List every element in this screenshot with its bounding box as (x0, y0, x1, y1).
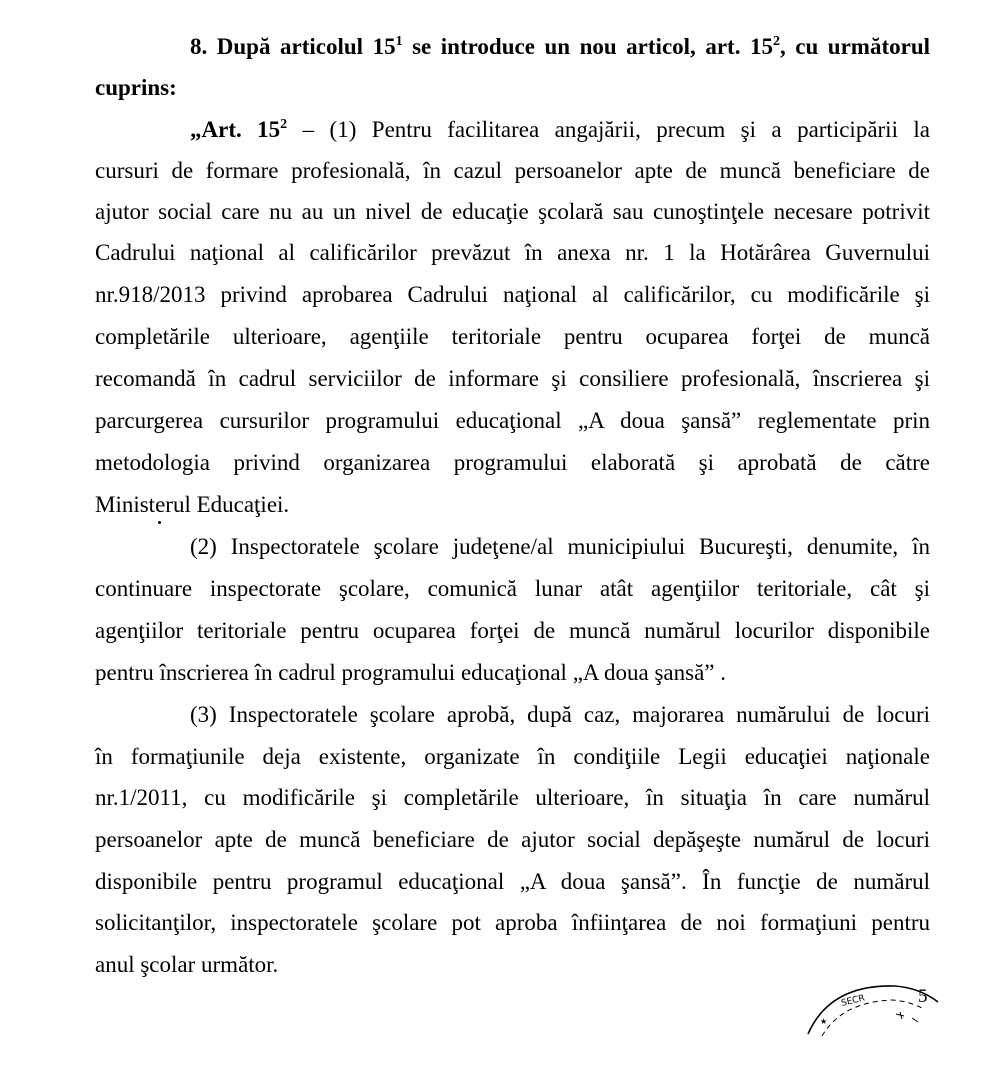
article-para1-line: recomandă în cadrul serviciilor de informare şi consiliere profesională, înscrierea şi (95, 366, 930, 391)
heading-superscript-2: 2 (772, 34, 780, 49)
article-para1-line: parcurgerea cursurilor programului educaţional „A doua şansă” reglementate prin (95, 408, 930, 433)
stamp-star-icon: ★ (820, 1017, 828, 1026)
article-para1-line: completările ulterioare, agenţiile teritoriale pentru ocuparea forţei de muncă (95, 324, 930, 349)
article-para1-line: Cadrului naţional al calificărilor prevăzut în anexa nr. 1 la Hotărârea Guvernului (95, 240, 930, 265)
article-para3-line: nr.1/2011, cu modificările şi completările ulterioare, în situaţia în care numărul (95, 785, 930, 810)
article-para2-line: (2) Inspectoratele şcolare judeţene/al municipiului Bucureşti, denumite, în (190, 534, 930, 559)
article-label-superscript: 2 (280, 117, 288, 132)
page-number: 5 (918, 986, 928, 1007)
article-para2-line: pentru înscrierea în cadrul programului educaţional „A doua şansă” . (95, 660, 726, 685)
article-para1-text: – (1) Pentru facilitarea angajării, precum şi a participării la (287, 117, 930, 142)
heading-part-1: 8. După articolul 15 (190, 34, 396, 59)
article-para3-line: persoanelor apte de muncă beneficiare de ajutor social depăşeşte numărul de locuri (95, 827, 930, 852)
article-para3-line: în formaţiunile deja existente, organizate în condiţiile Legii educaţiei naţionale (95, 744, 930, 769)
article-para1-line: nr.918/2013 privind aprobarea Cadrului naţional al calificărilor, cu modificările şi (95, 282, 930, 307)
article-para3-line: solicitanţilor, inspectoratele şcolare pot aproba înfiinţarea de noi formaţiuni pentru (95, 910, 930, 935)
article-para1-line: Ministerul Educaţiei. (95, 492, 290, 517)
article-para3-line: anul şcolar următor. (95, 952, 279, 977)
amendment-heading (190, 32, 930, 62)
amendment-heading-continuation: cuprins: (95, 75, 177, 100)
article-para1-line: metodologia privind organizarea programului elaborată şi aprobată de către (95, 450, 930, 475)
article-para1-line (190, 115, 930, 145)
official-stamp (800, 972, 950, 1072)
heading-part-2: se introduce un nou articol, art. 15 (402, 34, 773, 59)
stamp-text: SECR (840, 993, 866, 1009)
article-para3-line: disponibile pentru programul educaţional „A doua şansă”. În funcţie de numărul (95, 869, 930, 894)
scan-speck (158, 521, 161, 524)
article-para2-line: agenţiilor teritoriale pentru ocuparea forţei de muncă numărul locurilor disponibile (95, 618, 930, 643)
heading-part-3: , cu următorul (779, 34, 931, 59)
article-para2-line: continuare inspectorate şcolare, comunică lunar atât agenţiilor teritoriale, cât şi (95, 576, 930, 601)
article-para3-line: (3) Inspectoratele şcolare aprobă, după caz, majorarea numărului de locuri (190, 702, 930, 727)
article-para1-line: cursuri de formare profesională, în cazul persoanelor apte de muncă beneficiare de (95, 158, 930, 183)
heading-superscript-1: 1 (395, 34, 403, 49)
article-para1-line: ajutor social care nu au un nivel de educaţie şcolară sau cunoştinţele necesare potrivit (95, 199, 930, 224)
article-label: „Art. 15 (190, 117, 281, 142)
